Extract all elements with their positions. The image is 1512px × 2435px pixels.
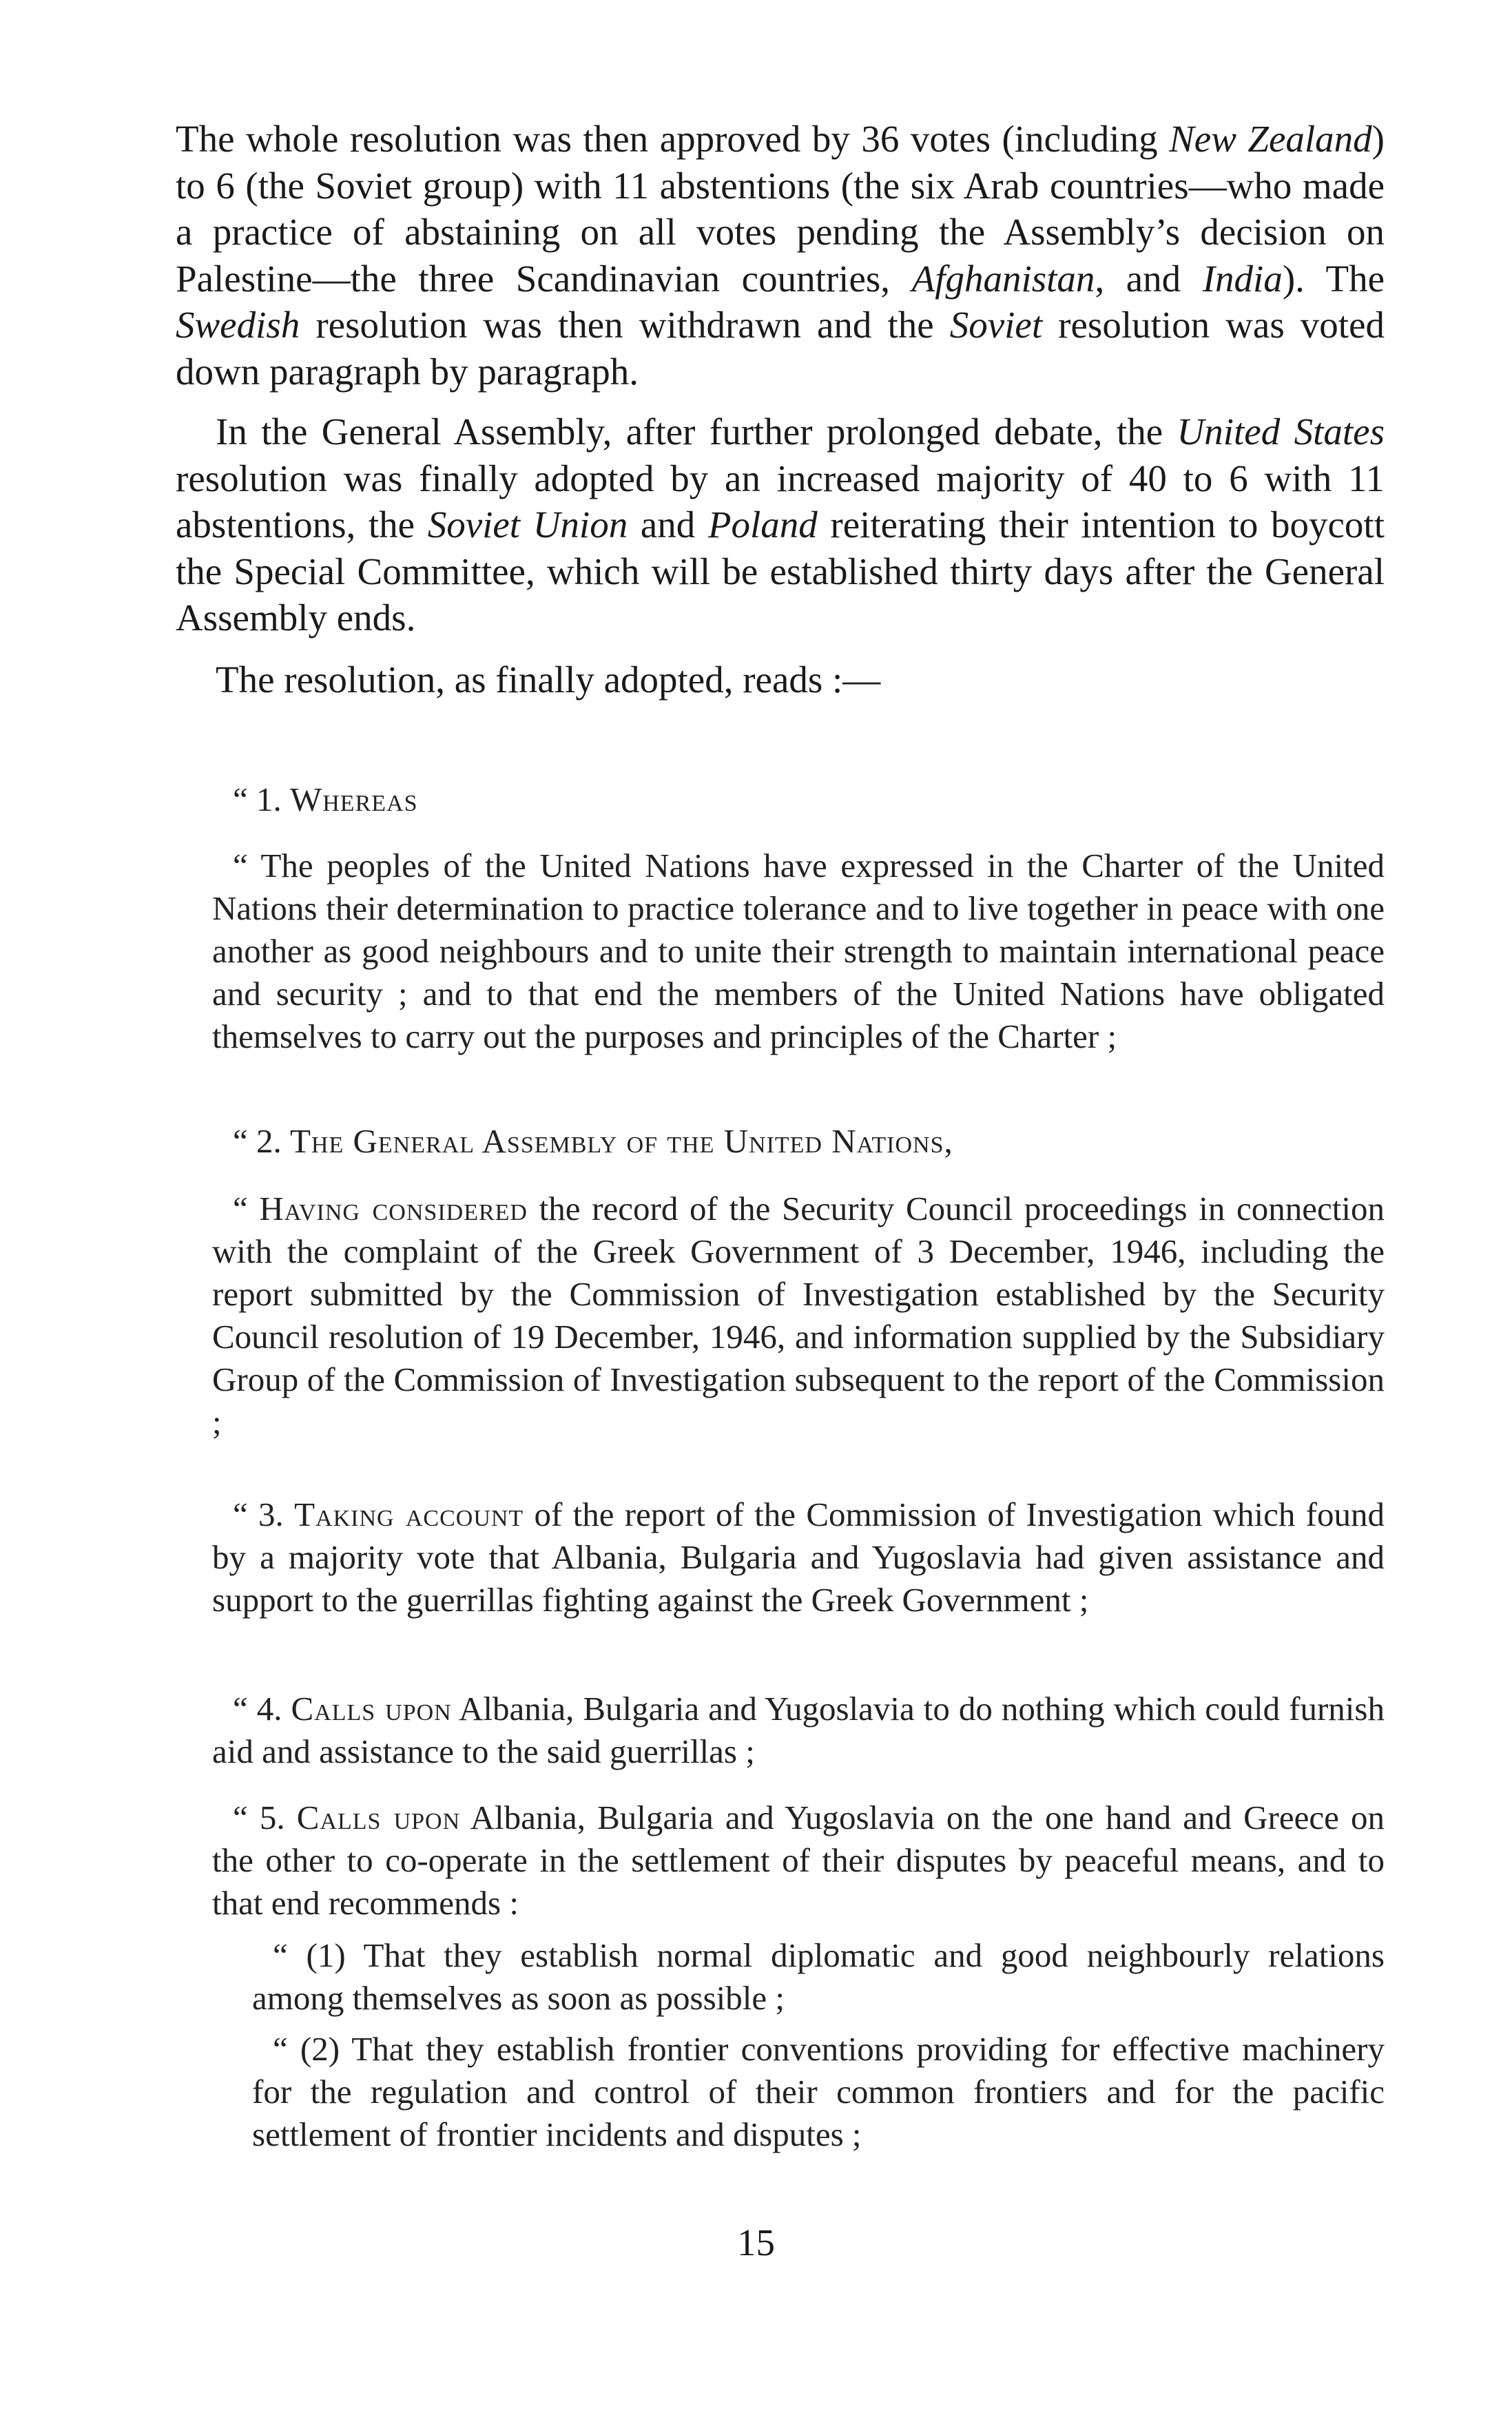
resolution-clause-3: “ 3. Taking account of the report of the Commission of Investigation which found by a majority vote that Albania, Bulgaria and Yugoslavia had given assistance and support to the guerrillas fighting against the Greek Government ; <box>212 1495 1385 1619</box>
italic-poland: Poland <box>707 504 818 546</box>
paragraph-general-assembly: In the General Assembly, after further prolonged debate, the United States resolution was finally adopted by an increased majority of 40 to 6 with 11 abstentions, the Soviet Union and Poland reiterating their intention to boycott the Special Committee, which will be established thirty days after the General Assembly ends. <box>176 411 1385 639</box>
paragraph-resolution-intro: The resolution, as finally adopted, reads :— <box>216 658 881 701</box>
resolution-clause-4: “ 4. Calls upon Albania, Bulgaria and Yugoslavia to do nothing which could furnish aid and assistance to the said guerrillas ; <box>212 1690 1385 1770</box>
resolution-clause-2-body: “ Having considered the record of the Security Council proceedings in connection with the complaint of the Greek Government of 3 December, 1946, including the report submitted by the Commission of Investigation established by the Security Council resolution of 19 December, 1946, and information supplied by the Subsidiary Group of the Commission of Investigation subsequent to the report of the Commission ; <box>212 1190 1385 1441</box>
paragraph-vote-summary: The whole resolution was then approved by 36 votes (including New Zealand) to 6 (the Soviet group) with 11 abstentions (the six Arab countries—who made a practice of abstaining on all votes pending the Assembly’s decision on Palestine—the three Scandinavian countries, Afghanistan, and India). The Swedish resolution was then withdrawn and the Soviet resolution was voted down paragraph by paragraph. <box>176 118 1385 393</box>
italic-soviet: Soviet <box>949 304 1043 346</box>
resolution-clause-1-heading: “ 1. Whereas <box>233 780 418 818</box>
italic-new-zealand: New Zealand <box>1169 118 1372 160</box>
resolution-clause-5: “ 5. Calls upon Albania, Bulgaria and Yugoslavia on the one hand and Greece on the other to co-operate in the settlement of their disputes by peaceful means, and to that end recommends : <box>212 1799 1385 1922</box>
italic-india: India <box>1202 257 1283 300</box>
italic-swedish: Swedish <box>176 304 300 346</box>
page-number: 15 <box>737 2221 775 2263</box>
resolution-clause-5-item-2: “ (2) That they establish frontier conventions providing for effective machinery for the regulation and control of their common frontiers and for the pacific settlement of frontier incidents and disputes ; <box>252 2030 1385 2153</box>
italic-united-states: United States <box>1177 411 1385 453</box>
italic-afghanistan: Afghanistan <box>911 257 1095 300</box>
narrative-text <box>176 116 1385 703</box>
italic-soviet-union: Soviet Union <box>427 504 628 546</box>
resolution-clause-2-heading: “ 2. The General Assembly of the United Nations, <box>233 1122 953 1160</box>
resolution-clause-1-body: “ The peoples of the United Nations have expressed in the Charter of the United Nations their determination to practice tolerance and to live together in peace with one another as good neighbours and to unite their strength to maintain international peace and security ; and to that end the members of the United Nations have obligated themselves to carry out the purposes and principles of the Charter ; <box>212 847 1385 1055</box>
resolution-clause-5-item-1: “ (1) That they establish normal diplomatic and good neighbourly relations among themselves as soon as possible ; <box>252 1936 1385 2017</box>
